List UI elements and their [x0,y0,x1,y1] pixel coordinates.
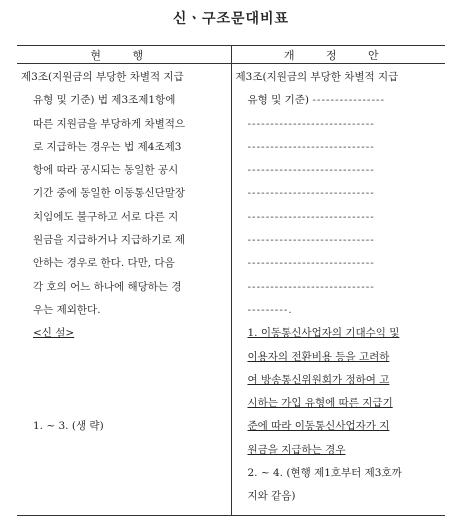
proposed-column [231,64,445,516]
proposed-line: 제3조(지원금의 부당한 차별적 지급 [235,71,399,83]
proposed-renumbered-items: 2. ~ 4. (현행 제1호부터 제3호까 [247,467,402,480]
comparison-table [17,45,445,516]
current-line: 따른 지원금을 부당하게 차별적으 [33,117,186,130]
header-current: 현 행 [17,46,231,64]
current-line: 치임에도 불구하고 서로 다른 지 [33,210,179,223]
dash-line: ---------------------------- [247,257,375,270]
dash-line: ---------------------------- [247,117,375,130]
current-line: 제3조(지원금의 부당한 차별적 지급 [21,71,184,83]
current-line: 기간 중에 동일한 이동통신단말장 [33,187,186,200]
new-item-line: 여 방송통신위원회가 정하여 고 [247,373,390,386]
current-column [17,64,231,516]
new-provision-marker: <신 설> [33,327,75,340]
current-line: 항에 따라 공시되는 동일한 공시 [33,164,179,177]
dash-line: ---------------------------- [247,187,375,200]
proposed-renumbered-items-cont: 지와 같음) [247,490,296,503]
current-line: 유형 및 기준) 법 제3조제1항에 [33,94,176,107]
current-line: 로 지급하는 경우는 법 제4조제3 [33,140,182,153]
new-item-line: 시하는 가입 유형에 따른 지급기 [247,397,393,410]
new-item-line: 이용자의 전환비용 등을 고려하 [247,350,390,363]
dash-line: ---------------------------- [247,280,375,293]
current-omitted-items: 1. ~ 3. (생 략) [33,420,104,433]
current-line: 우는 제외한다. [33,303,101,316]
new-item-line: 준에 따라 이동통신사업자가 지 [247,420,390,433]
document-title: 신ㆍ구조문대비표 [172,11,290,27]
current-line: 각 호의 어느 하나에 해당하는 경 [33,280,182,293]
dash-line: ---------------------------- [247,164,375,177]
proposed-line: 유형 및 기준) ---------------- [247,94,386,107]
new-item-line: 1. 이동통신사업자의 기대수익 및 [247,327,400,340]
dash-line: ---------------------------- [247,210,375,223]
dash-line-end: ---------. [247,303,293,316]
header-proposed: 개 정 안 [231,46,445,64]
dash-line: ---------------------------- [247,234,375,247]
current-line: 안하는 경우로 한다. 다만, 다음 [33,257,175,270]
current-line: 원금을 지급하거나 지급하기로 제 [33,234,186,247]
new-item-line: 원금을 지급하는 경우 [247,443,346,456]
dash-line: ---------------------------- [247,140,375,153]
